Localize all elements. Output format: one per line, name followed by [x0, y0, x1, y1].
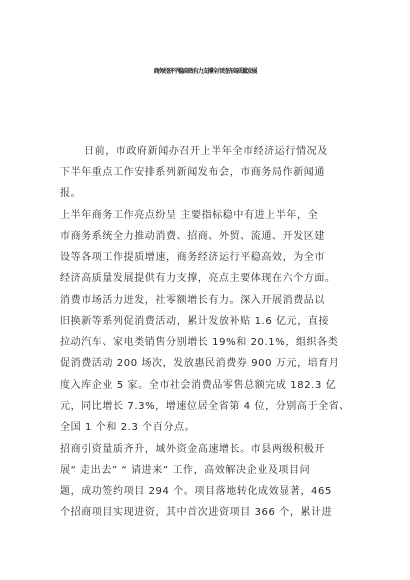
paragraph-line: 下半年重点工作安排系列新闻发布会，市商务局作新闻通 — [60, 167, 325, 178]
paragraph-line: 个招商项目实现进资，其中首次进资项目 366 个，累计进 — [60, 507, 333, 518]
paragraph-line: 设等各项工作提质增速，商务经济运行平稳高效，为全市 — [60, 252, 325, 263]
paragraph-line: 展“ 走出去” “ 请进来” 工作，高效解决企业及项目问 — [60, 465, 311, 476]
paragraph-line: 经济高质量发展提供有力支撑，亮点主要体现在六个方面。 — [60, 273, 336, 284]
paragraph-line: 报。 — [60, 188, 82, 199]
paragraph-line: 拉动汽车、家电类销售分别增长 19%和 20.1%，组织各类 — [60, 337, 339, 348]
paragraph-line: 市商务系统全力推动消费、招商、外贸、流通、开发区建 — [60, 231, 325, 242]
document-title: 商务经济平稳高效有力支撑全市经济高质量发展 — [153, 68, 257, 75]
paragraph-line: 元，同比增长 7.3%，增速位居全省第 4 位，分别高于全省、 — [60, 401, 350, 412]
paragraph-line: 度入库企业 5 家。全市社会消费品零售总额完成 182.3 亿 — [60, 380, 337, 391]
paragraph-line: 全国 1 个和 2.3 个百分点。 — [60, 422, 196, 433]
paragraph-line: 上半年商务工作亮点纷呈 主要指标稳中有进上半年，全 — [60, 210, 319, 221]
paragraph-line: 题，成功签约项目 294 个。项目落地转化成效显著，465 — [60, 486, 332, 497]
paragraph-line: 招商引资量质齐升，域外资金高速增长。市县两级积极开 — [60, 444, 325, 455]
paragraph-line: 旧换新等系列促消费活动，累计发放补贴 1.6 亿元，直接 — [60, 316, 330, 327]
paragraph-line: 日前，市政府新闻办召开上半年全市经济运行情况及 — [84, 146, 328, 157]
paragraph-line: 促消费活动 200 场次，发放惠民消费券 900 万元，培育月 — [60, 358, 340, 369]
paragraph-line: 消费市场活力迸发，社零额增长有力。深入开展消费品以 — [60, 295, 325, 306]
